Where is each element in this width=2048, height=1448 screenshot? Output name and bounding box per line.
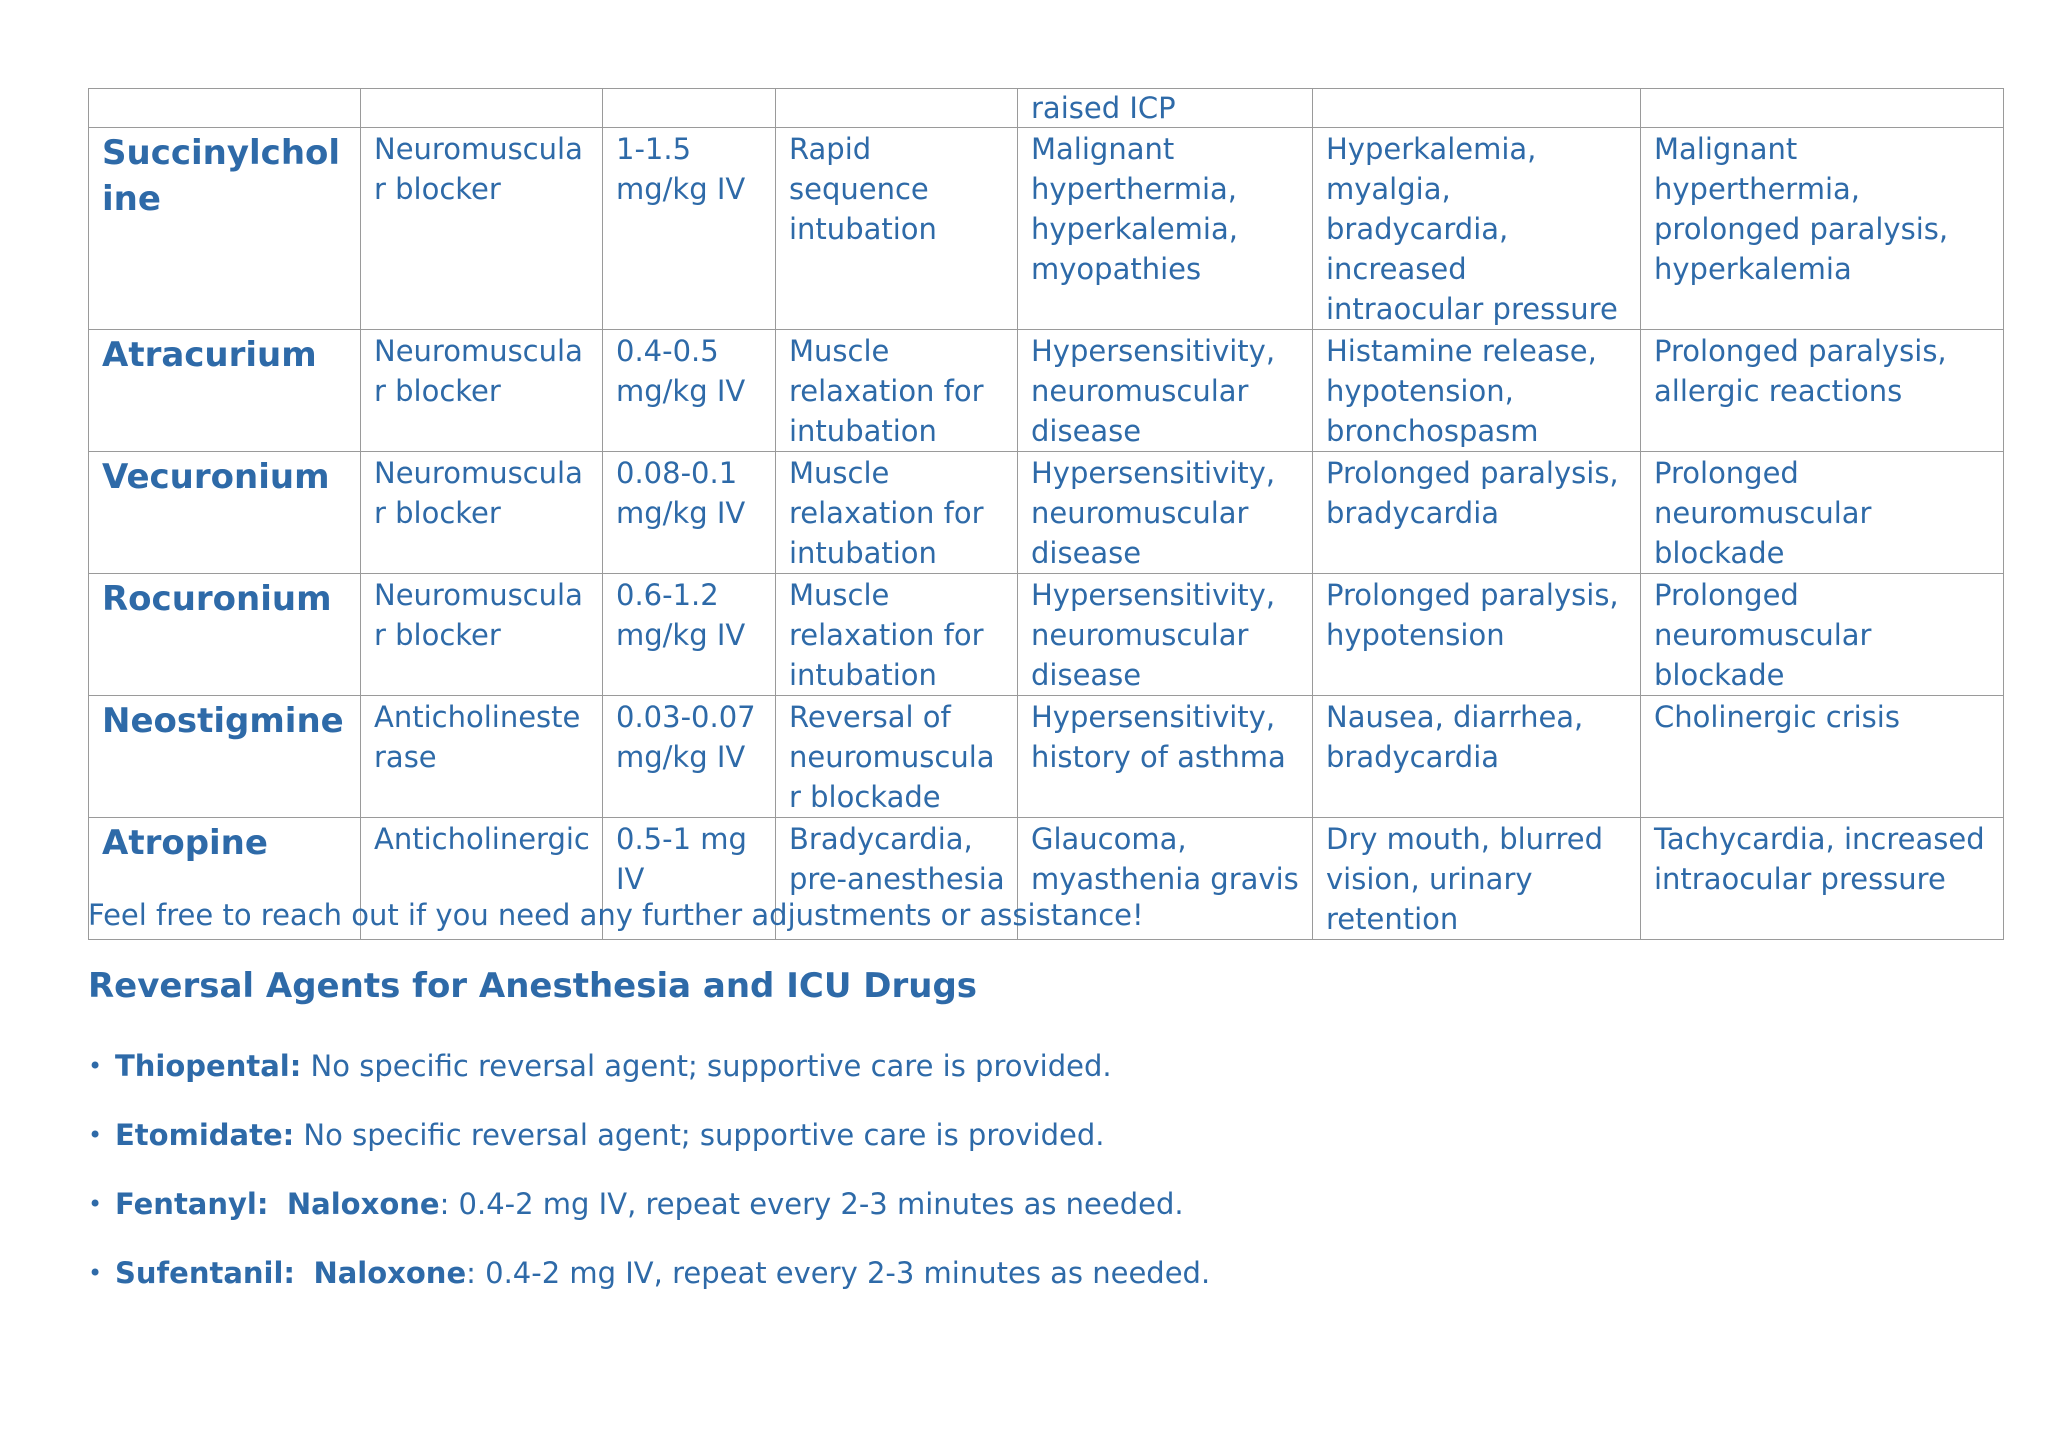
contraindications-cell: Hypersensitivity, history of asthma (1018, 696, 1313, 818)
bullet-icon: • (88, 1190, 103, 1218)
table-row (89, 128, 2004, 330)
indication-cell: Muscle relaxation for intubation (776, 574, 1018, 696)
list-item (88, 1115, 1210, 1184)
side-effects-cell: Prolonged paralysis, hypotension (1313, 574, 1641, 696)
reversal-agent-list (88, 1046, 1210, 1322)
side-effects-cell: Histamine release, hypotension, bronchospasm (1313, 330, 1641, 452)
bullet-icon: • (88, 1121, 103, 1149)
table-row-continuation (89, 89, 2004, 128)
list-item (88, 1046, 1210, 1115)
drug-table (88, 88, 2004, 940)
list-item-text: : 0.4-2 mg IV, repeat every 2-3 minutes as needed. (466, 1256, 1211, 1290)
toxicity-cell: Tachycardia, increased intraocular pressure (1641, 818, 2004, 940)
side-effects-cell: Dry mouth, blurred vision, urinary retention (1313, 818, 1641, 940)
dose-cell: 0.08-0.1 mg/kg IV (603, 452, 776, 574)
side-effects-cell: Prolonged paralysis, bradycardia (1313, 452, 1641, 574)
drug-class-cell: Neuromuscular blocker (361, 574, 603, 696)
drug-name-cell: Rocuronium (89, 574, 361, 696)
list-item-text: No specific reversal agent; supportive care is provided. (294, 1118, 1105, 1152)
list-item-drug: Etomidate: (115, 1118, 295, 1152)
contraindications-cell: Glaucoma, myasthenia gravis (1018, 818, 1313, 940)
toxicity-cell: Prolonged paralysis, allergic reactions (1641, 330, 2004, 452)
table-cell (89, 89, 361, 128)
table-row (89, 574, 2004, 696)
toxicity-cell: Malignant hyperthermia, prolonged paralysis, hyperkalemia (1641, 128, 2004, 330)
contraindications-cell: Hypersensitivity, neuromuscular disease (1018, 452, 1313, 574)
toxicity-cell: Prolonged neuromuscular blockade (1641, 574, 2004, 696)
dose-cell: 0.4-0.5 mg/kg IV (603, 330, 776, 452)
drug-class-cell: Anticholinergic (361, 818, 603, 940)
section-title: Reversal Agents for Anesthesia and ICU Drugs (88, 966, 978, 1006)
side-effects-cell: Hyperkalemia, myalgia, bradycardia, increased intraocular pressure (1313, 128, 1641, 330)
list-item (88, 1184, 1210, 1253)
contraindications-cell: Hypersensitivity, neuromuscular disease (1018, 330, 1313, 452)
dose-cell: 1-1.5 mg/kg IV (603, 128, 776, 330)
drug-class-cell: Neuromuscular blocker (361, 330, 603, 452)
drug-name-cell: Vecuronium (89, 452, 361, 574)
drug-name-cell: Succinylcholine (89, 128, 361, 330)
bullet-icon: • (88, 1259, 103, 1287)
drug-name-cell: Neostigmine (89, 696, 361, 818)
list-item-drug: Sufentanil: (115, 1256, 296, 1290)
indication-cell: Muscle relaxation for intubation (776, 330, 1018, 452)
contraindications-cell: Malignant hyperthermia, hyperkalemia, myopathies (1018, 128, 1313, 330)
dose-cell: 0.5-1 mg IV (603, 818, 776, 940)
table-row (89, 696, 2004, 818)
list-item-text: No specific reversal agent; supportive care is provided. (301, 1049, 1112, 1083)
table-row (89, 452, 2004, 574)
table-cell (603, 89, 776, 128)
toxicity-cell: Cholinergic crisis (1641, 696, 2004, 818)
table-cell (361, 89, 603, 128)
list-item-drug: Fentanyl: (115, 1187, 269, 1221)
dose-cell: 0.03-0.07 mg/kg IV (603, 696, 776, 818)
drug-name-cell: Atropine (89, 818, 361, 940)
toxicity-cell: Prolonged neuromuscular blockade (1641, 452, 2004, 574)
contraindications-cell: Hypersensitivity, neuromuscular disease (1018, 574, 1313, 696)
drug-class-cell: Anticholinesterase (361, 696, 603, 818)
list-item (88, 1253, 1210, 1322)
table-row (89, 330, 2004, 452)
bullet-icon: • (88, 1052, 103, 1080)
indication-cell: Reversal of neuromuscular blockade (776, 696, 1018, 818)
table-cell (776, 89, 1018, 128)
indication-cell: Muscle relaxation for intubation (776, 452, 1018, 574)
table-cell: raised ICP (1018, 89, 1313, 128)
dose-cell: 0.6-1.2 mg/kg IV (603, 574, 776, 696)
list-item-drug: Thiopental: (115, 1049, 302, 1083)
drug-class-cell: Neuromuscular blocker (361, 128, 603, 330)
list-item-text: : 0.4-2 mg IV, repeat every 2-3 minutes as needed. (439, 1187, 1184, 1221)
table-cell (1313, 89, 1641, 128)
indication-cell: Bradycardia, pre-anesthesia (776, 818, 1018, 940)
list-item-agent: Naloxone (313, 1256, 467, 1290)
drug-name-cell: Atracurium (89, 330, 361, 452)
indication-cell: Rapid sequence intubation (776, 128, 1018, 330)
drug-class-cell: Neuromuscular blocker (361, 452, 603, 574)
footer-note: Feel free to reach out if you need any further adjustments or assistance! (88, 898, 1144, 932)
table-cell (1641, 89, 2004, 128)
list-item-agent: Naloxone (286, 1187, 440, 1221)
side-effects-cell: Nausea, diarrhea, bradycardia (1313, 696, 1641, 818)
